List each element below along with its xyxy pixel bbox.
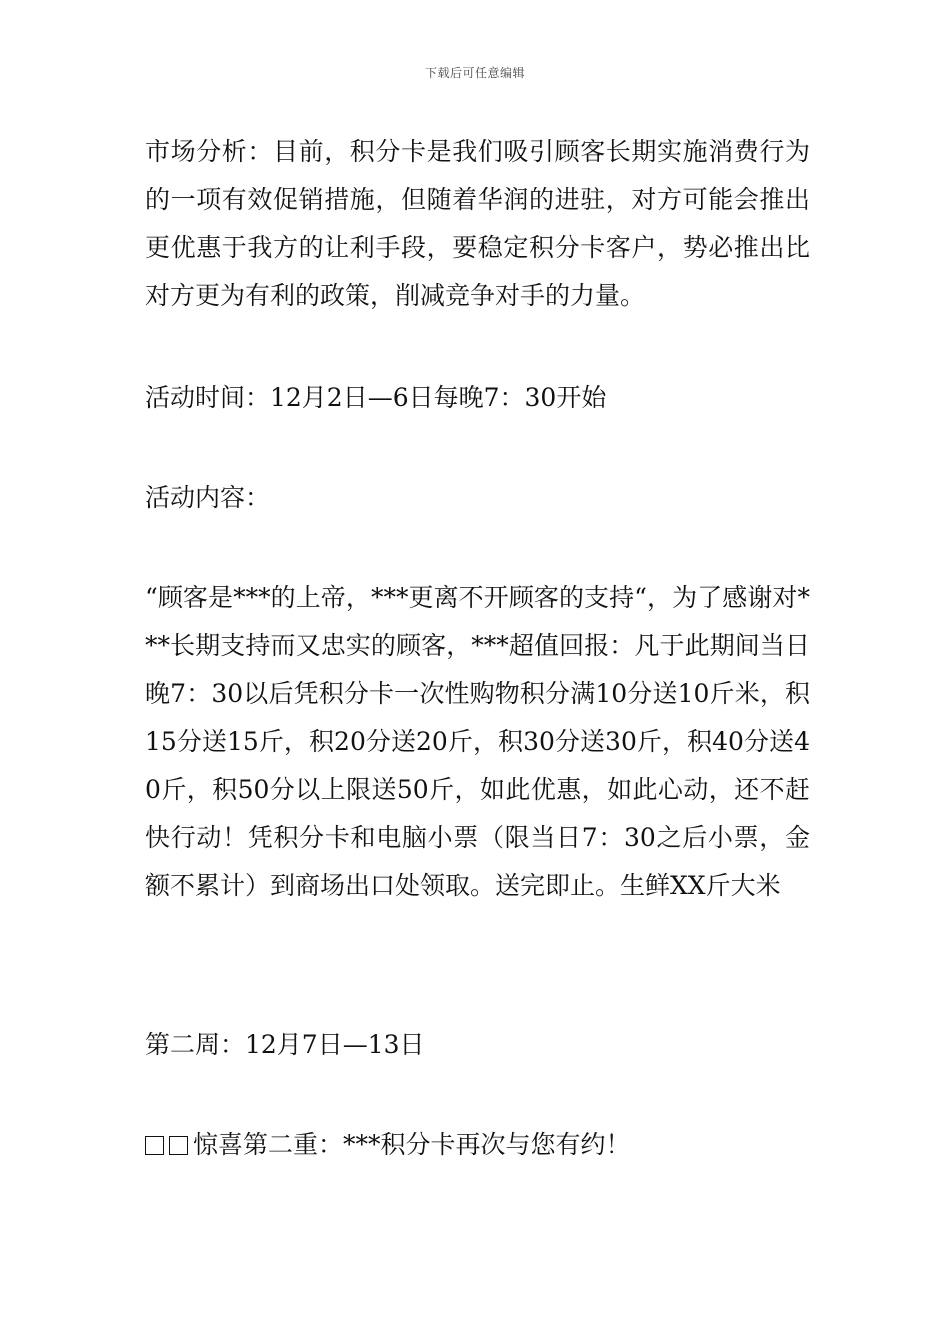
placeholder-box-icon: [169, 1136, 188, 1155]
activity-time-paragraph: 活动时间：12月2日—6日每晚7：30开始: [145, 383, 607, 412]
activity-content-paragraph: “顾客是***的上帝，***更离不开顾客的支持“，为了感谢对***长期支持而又忠实的顾客，***超值回报：凡于此期间当日晚7：30以后凭积分卡一次性购物积分满10分送10斤米，积15分送15斤，积20分送20斤，积30分送30斤，积40分送40斤，积50分以上限送50斤，如此优惠，如此心动，还不赶快行动！凭积分卡和电脑小票（限当日7：30之后小票，金额不累计）到商场出口处领取。送完即止。生鲜XX斤大米: [145, 583, 810, 900]
placeholder-box-icon: [145, 1136, 164, 1155]
header-note: 下载后可任意编辑: [424, 66, 525, 80]
market-analysis-paragraph: 市场分析：目前，积分卡是我们吸引顾客长期实施消费行为的一项有效促销措施，但随着华润的进驻，对方可能会推出更优惠于我方的让利手段，要稳定积分卡客户，势必推出比对方更为有利的政策，削减竞争对手的力量。: [145, 137, 810, 310]
surprise-two-text: 惊喜第二重：***积分卡再次与您有约！: [193, 1130, 631, 1159]
week-two-paragraph: 第二周：12月7日—13日: [145, 1030, 425, 1059]
activity-content-heading: 活动内容：: [145, 483, 271, 512]
surprise-two-line: [145, 1121, 810, 1169]
